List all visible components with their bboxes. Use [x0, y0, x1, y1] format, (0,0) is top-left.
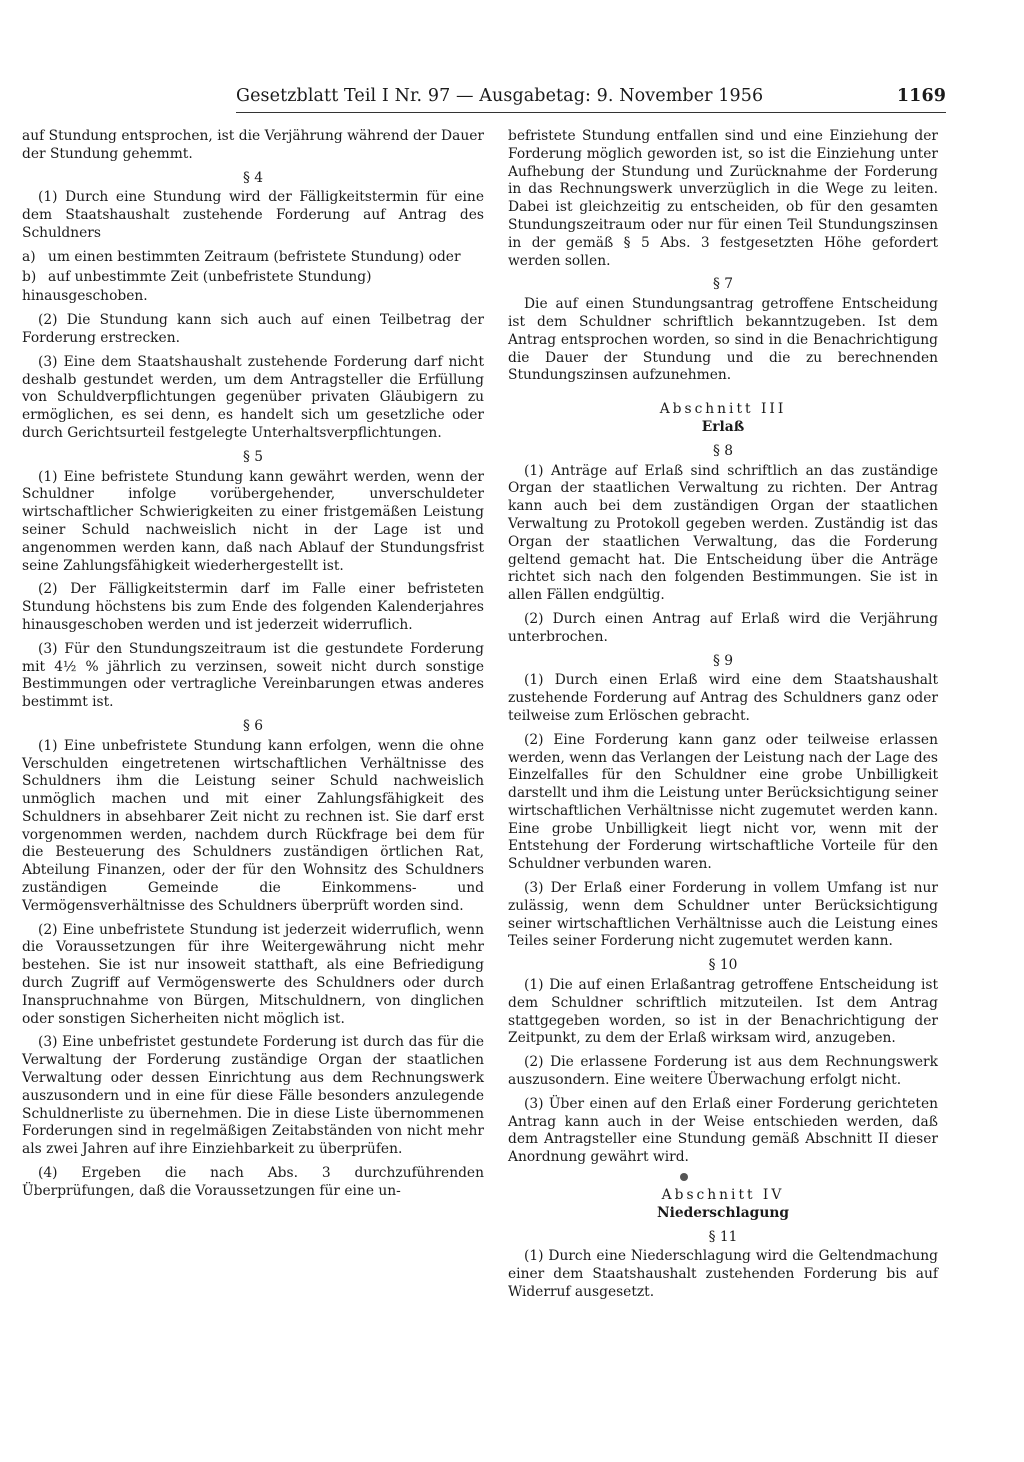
ink-dot [680, 1173, 688, 1181]
section-heading: § 5 [242, 448, 264, 465]
left-column [22, 128, 484, 1207]
paragraph: (1) Eine unbefristete Stundung kann erfolgen, wenn die ohne Verschulden eingetretenen wirtschaftlichen Verhältnisse des Schuldners ihm die Leistung seiner Schuld nachweislich unmöglich machen und mit einer Zahlungsfähigkeit des Schuldners in absehbarer Zeit nicht zu rechnen ist. Sie darf erst vorgenommen werden, nachdem durch Rückfrage bei dem für die Besteuerung des Schuldners zuständigen örtlichen Rat, Abteilung Finanzen, oder der für den Wohnsitz des Schuldners zuständigen Gemeinde die Einkommens- und Vermögensverhältnisse des Schuldners überprüft worden sind. [22, 737, 484, 914]
section-heading: § 11 [708, 1228, 738, 1245]
right-column [508, 128, 938, 1308]
paragraph: (2) Die erlassene Forderung ist aus dem Rechnungswerk auszusondern. Eine weitere Überwachung erfolgt nicht. [508, 1054, 938, 1089]
list-item-text: um einen bestimmten Zeitraum (befristete Stundung) oder [48, 248, 461, 265]
chapter-title: Niederschlagung [656, 1204, 790, 1221]
header-title: Gesetzblatt Teil I Nr. 97 — Ausgabetag: 9. November 1956 [236, 86, 764, 106]
paragraph: (2) Eine Forderung kann ganz oder teilweise erlassen werden, wenn das Verlangen der Leistung nach der Lage des Einzelfalles für den Schuldner eine grobe Unbilligkeit darstellt und ihm die Leistung unter Berücksichtigung seiner wirtschaftlichen Verhältnisse nicht zugemutet werden kann. Eine grobe Unbilligkeit liegt nicht vor, wenn mit der Entstehung der Forderung wirtschaftliche Vorteile für den Schuldner verbunden waren. [508, 731, 938, 873]
paragraph: (1) Durch einen Erlaß wird eine dem Staatshaushalt zustehende Forderung auf Antrag des Schuldners ganz oder teilweise zum Erlöschen gebracht. [508, 672, 938, 724]
paragraph: (1) Durch eine Stundung wird der Fälligkeitstermin für eine dem Staatshaushalt zustehende Forderung auf Antrag des Schuldners [22, 189, 484, 241]
paragraph: (3) Für den Stundungszeitraum ist die gestundete Forderung mit 4½ % jährlich zu verzinsen, soweit nicht durch sonstige Bestimmungen oder vertragliche Vereinbarungen etwas anderes bestimmt ist. [22, 640, 484, 711]
list-item [22, 249, 484, 267]
list-item [22, 269, 484, 287]
header-rule [236, 112, 946, 113]
paragraph: (3) Über einen auf den Erlaß einer Forderung gerichteten Antrag kann auch in der Weise entschieden werden, daß dem Antragsteller eine Stundung gemäß Abschnitt II dieser Anordnung gewährt wird. [508, 1095, 938, 1166]
chapter-heading: Abschnitt III [659, 401, 787, 418]
chapter-heading: Abschnitt IV [661, 1187, 785, 1204]
page-number: 1169 [896, 86, 946, 106]
paragraph: (4) Ergeben die nach Abs. 3 durchzuführenden Überprüfungen, daß die Voraussetzungen für eine un- [22, 1165, 484, 1199]
section-heading: § 8 [712, 442, 734, 459]
paragraph: Die auf einen Stundungsantrag getroffene Entscheidung ist dem Schuldner schriftlich bekanntzugeben. Ist dem Antrag entsprochen worden, so sind in die Benachrichtigung die Dauer der Stundung und die zu berechnenden Stundungszinsen aufzunehmen. [508, 296, 938, 384]
chapter-title: Erlaß [701, 418, 745, 435]
paragraph: (3) Eine unbefristet gestundete Forderung ist durch das für die Verwaltung der Forderung zuständige Organ der staatlichen Verwaltung oder dessen Einrichtung aus dem Rechnungswerk auszusondern und in eine für diese Fälle besonders anzulegende Schuldnerliste zu übernehmen. Die in diese Liste übernommenen Forderungen sind in regelmäßigen Zeitabständen von nicht mehr als zwei Jahren auf ihre Einziehbarkeit zu überprüfen. [22, 1034, 484, 1158]
paragraph: (1) Anträge auf Erlaß sind schriftlich an das zuständige Organ der staatlichen Verwaltung zu richten. Der Antrag kann auch bei dem zuständigen Organ der staatlichen Verwaltung zu Protokoll gegeben werden. Zuständig ist das Organ der staatlichen Verwaltung, das die Forderung geltend gemacht hat. Die Entscheidung über die Anträge richtet sich nach den folgenden Bestimmungen. Sie ist in allen Fällen endgültig. [508, 462, 938, 604]
paragraph: (2) Eine unbefristete Stundung ist jederzeit widerruflich, wenn die Voraussetzungen für ihre Weitergewährung nicht mehr bestehen. Sie ist nur insoweit statthaft, als eine Befriedigung durch Zugriff auf Vermögenswerte des Schuldners oder durch Inanspruchnahme von Bürgen, Mitschuldnern, von dinglichen oder sonstigen Sicherheiten nicht möglich ist. [22, 921, 484, 1027]
paragraph: befristete Stundung entfallen sind und eine Einziehung der Forderung möglich geworden ist, so ist die Einziehung unter Aufhebung der Stundung und Zurücknahme der Forderung in das Rechnungswerk unverzüglich in die Wege zu leiten. Dabei ist gleichzeitig zu entscheiden, ob für den gesamten Stundungszeitraum oder nur für einen Teil Stundungszinsen in der gemäß § 5 Abs. 3 festgesetzten Höhe gefordert werden sollen. [508, 128, 938, 269]
section-heading: § 10 [708, 957, 738, 974]
paragraph: (3) Eine dem Staatshaushalt zustehende Forderung darf nicht deshalb gestundet werden, um dem Antragsteller die Erfüllung von Schuldverpflichtungen gegenüber privaten Gläubigern zu ermöglichen, es sei denn, es handelt sich um gesetzliche oder durch Gerichtsurteil festgelegte Unterhaltsverpflichtungen. [22, 353, 484, 441]
page-header [236, 86, 946, 110]
paragraph: (1) Eine befristete Stundung kann gewährt werden, wenn der Schuldner infolge vorübergehender, unverschuldeter wirtschaftlicher Schwierigkeiten zu einer fristgemäßen Leistung seiner Schuld nachweislich nicht in der Lage ist und angenommen werden kann, daß nach Ablauf der Stundungsfrist seine Zahlungsfähigkeit wiederhergestellt ist. [22, 468, 484, 574]
paragraph: auf Stundung entsprochen, ist die Verjährung während der Dauer der Stundung gehemmt. [22, 128, 484, 162]
paragraph: (2) Durch einen Antrag auf Erlaß wird die Verjährung unterbrochen. [508, 610, 938, 645]
list-marker: b) [22, 268, 37, 285]
section-heading: § 9 [712, 652, 734, 669]
paragraph: (3) Der Erlaß einer Forderung in vollem Umfang ist nur zulässig, wenn dem Schuldner unter Berücksichtigung seiner wirtschaftlichen Verhältnisse auch die Leistung eines Teiles seiner Forderung nicht zugemutet werden kann. [508, 880, 938, 950]
paragraph: (1) Durch eine Niederschlagung wird die Geltendmachung einer dem Staatshaushalt zustehenden Forderung bis auf Widerruf ausgesetzt. [508, 1248, 938, 1301]
list-marker: a) [22, 248, 36, 265]
list-item-text: auf unbestimmte Zeit (unbefristete Stundung) [48, 268, 372, 285]
paragraph: (2) Die Stundung kann sich auch auf einen Teilbetrag der Forderung erstrecken. [22, 312, 484, 346]
paragraph: (2) Der Fälligkeitstermin darf im Falle einer befristeten Stundung höchstens bis zum Ende des folgenden Kalenderjahres hinausgeschoben werden und ist jederzeit widerruflich. [22, 581, 484, 633]
section-heading: § 7 [712, 276, 734, 293]
paragraph: (1) Die auf einen Erlaßantrag getroffene Entscheidung ist dem Schuldner schriftlich mitzuteilen. Ist dem Antrag stattgegeben worden, so ist in der Benachrichtigung der Zeitpunkt, zu dem der Erlaß wirksam wird, anzugeben. [508, 977, 938, 1047]
section-heading: § 4 [242, 169, 264, 186]
section-heading: § 6 [242, 717, 264, 734]
paragraph: hinausgeschoben. [22, 288, 148, 305]
